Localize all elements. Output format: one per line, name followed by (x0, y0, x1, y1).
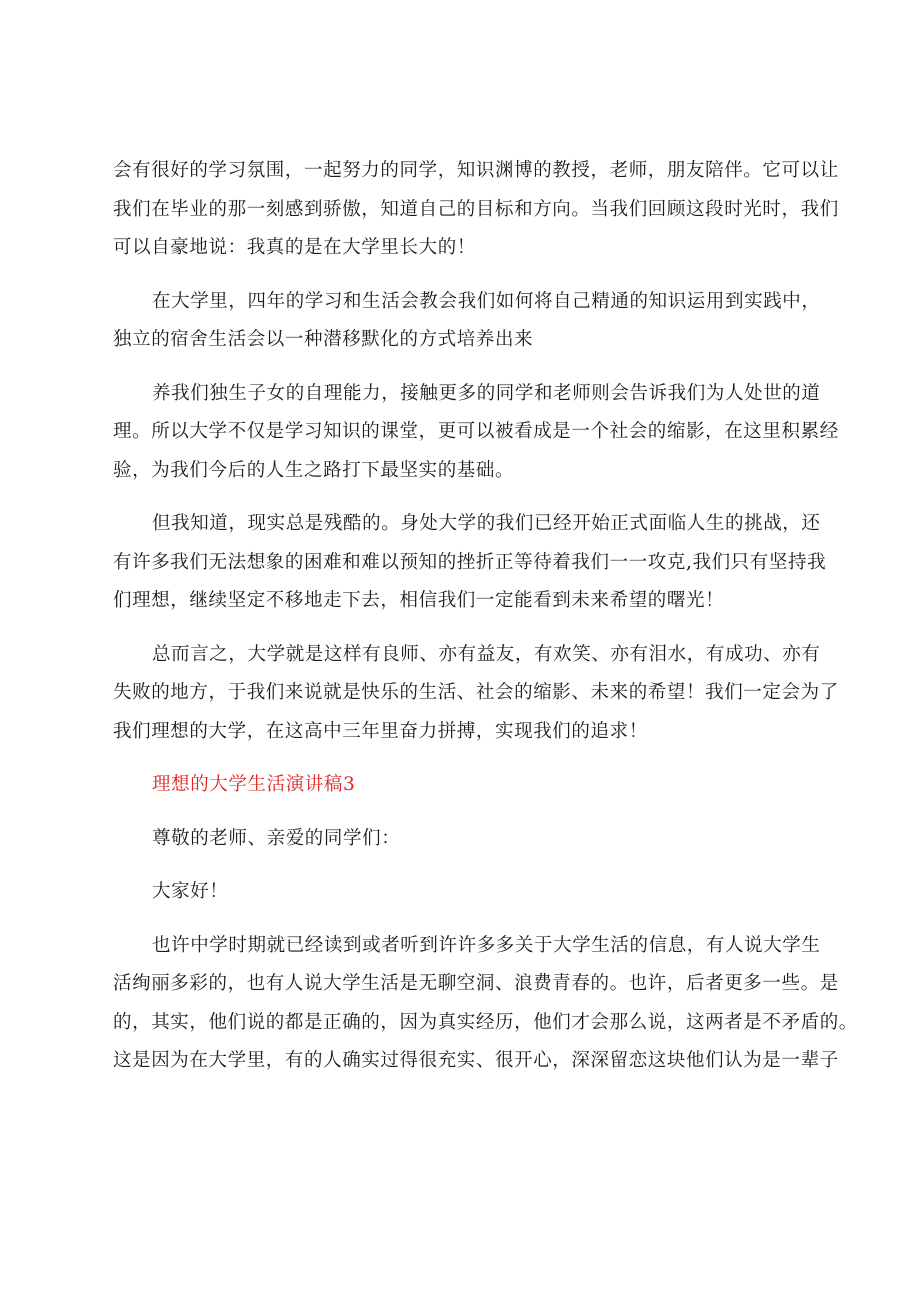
paragraph-line: 养我们独生子女的自理能力，接触更多的同学和老师则会告诉我们为人处世的道 (152, 382, 821, 404)
paragraph-line: 会有很好的学习氛围，一起努力的同学，知识渊博的教授，老师，朋友陪伴。它可以让 (113, 160, 839, 181)
hello-text: 大家好！ (152, 881, 229, 902)
paragraph-line: 可以自豪地说：我真的是在大学里长大的！ (113, 237, 476, 258)
paragraph-line: 总而言之，大学就是这样有良师、亦有益友，有欢笑、亦有泪水，有成功、亦有 (152, 643, 821, 665)
paragraph-1 (113, 152, 839, 268)
paragraph-line: 验，为我们今后的人生之路打下最坚实的基础。 (113, 459, 515, 481)
paragraph-line: 活绚丽多彩的，也有人说大学生活是无聊空洞、浪费青春的。也许，后者更多一些。是 (113, 973, 839, 994)
paragraph-line: 但我知道，现实总是残酷的。身处大学的我们已经开始正式面临人生的挑战，还 (152, 513, 821, 534)
paragraph-line: 我们理想的大学，在这高中三年里奋力拼搏，实现我们的追求！ (113, 720, 648, 742)
document-body (113, 152, 858, 1096)
hello-line (113, 873, 813, 912)
paragraph-line: 失败的地方，于我们来说就是快乐的生活、社会的缩影、未来的希望！我们一定会为了 (113, 682, 839, 703)
paragraph-line: 也许中学时期就已经读到或者听到许许多多关于大学生活的信息，有人说大学生 (152, 934, 821, 956)
paragraph-line: 这是因为在大学里，有的人确实过得很充实、很开心，深深留恋这块他们认为是一辈子 (113, 1050, 839, 1071)
paragraph-line: 有许多我们无法想象的困难和难以预知的挫折正等待着我们一一攻克,我们只有坚持我 (113, 551, 827, 573)
paragraph-line: 的，其实，他们说的都是正确的，因为真实经历，他们才会那么说，这两者是不矛盾的。 (113, 1011, 858, 1033)
paragraph-line: 理。所以大学不仅是学习知识的课堂，更可以被看成是一个社会的缩影，在这里积累经 (113, 421, 839, 442)
paragraph-line: 们理想，继续坚定不移地走下去，相信我们一定能看到未来希望的曙光！ (113, 590, 725, 611)
paragraph-line: 我们在毕业的那一刻感到骄傲，知道自己的目标和方向。当我们回顾这段时光时，我们 (113, 198, 839, 220)
paragraph-2 (113, 283, 821, 360)
greeting-line (113, 820, 813, 859)
paragraph-5 (113, 636, 839, 752)
greeting-text: 尊敬的老师、亲爱的同学们： (152, 827, 401, 849)
paragraph-line: 在大学里，四年的学习和生活会教会我们如何将自己精通的知识运用到实践中， (152, 290, 821, 312)
paragraph-line: 独立的宿舍生活会以一种潜移默化的方式培养出来 (113, 329, 534, 350)
section-heading: 理想的大学生活演讲稿3 (152, 774, 356, 795)
paragraph-3 (113, 375, 839, 491)
paragraph-4 (113, 505, 827, 621)
paragraph-6 (113, 927, 858, 1081)
